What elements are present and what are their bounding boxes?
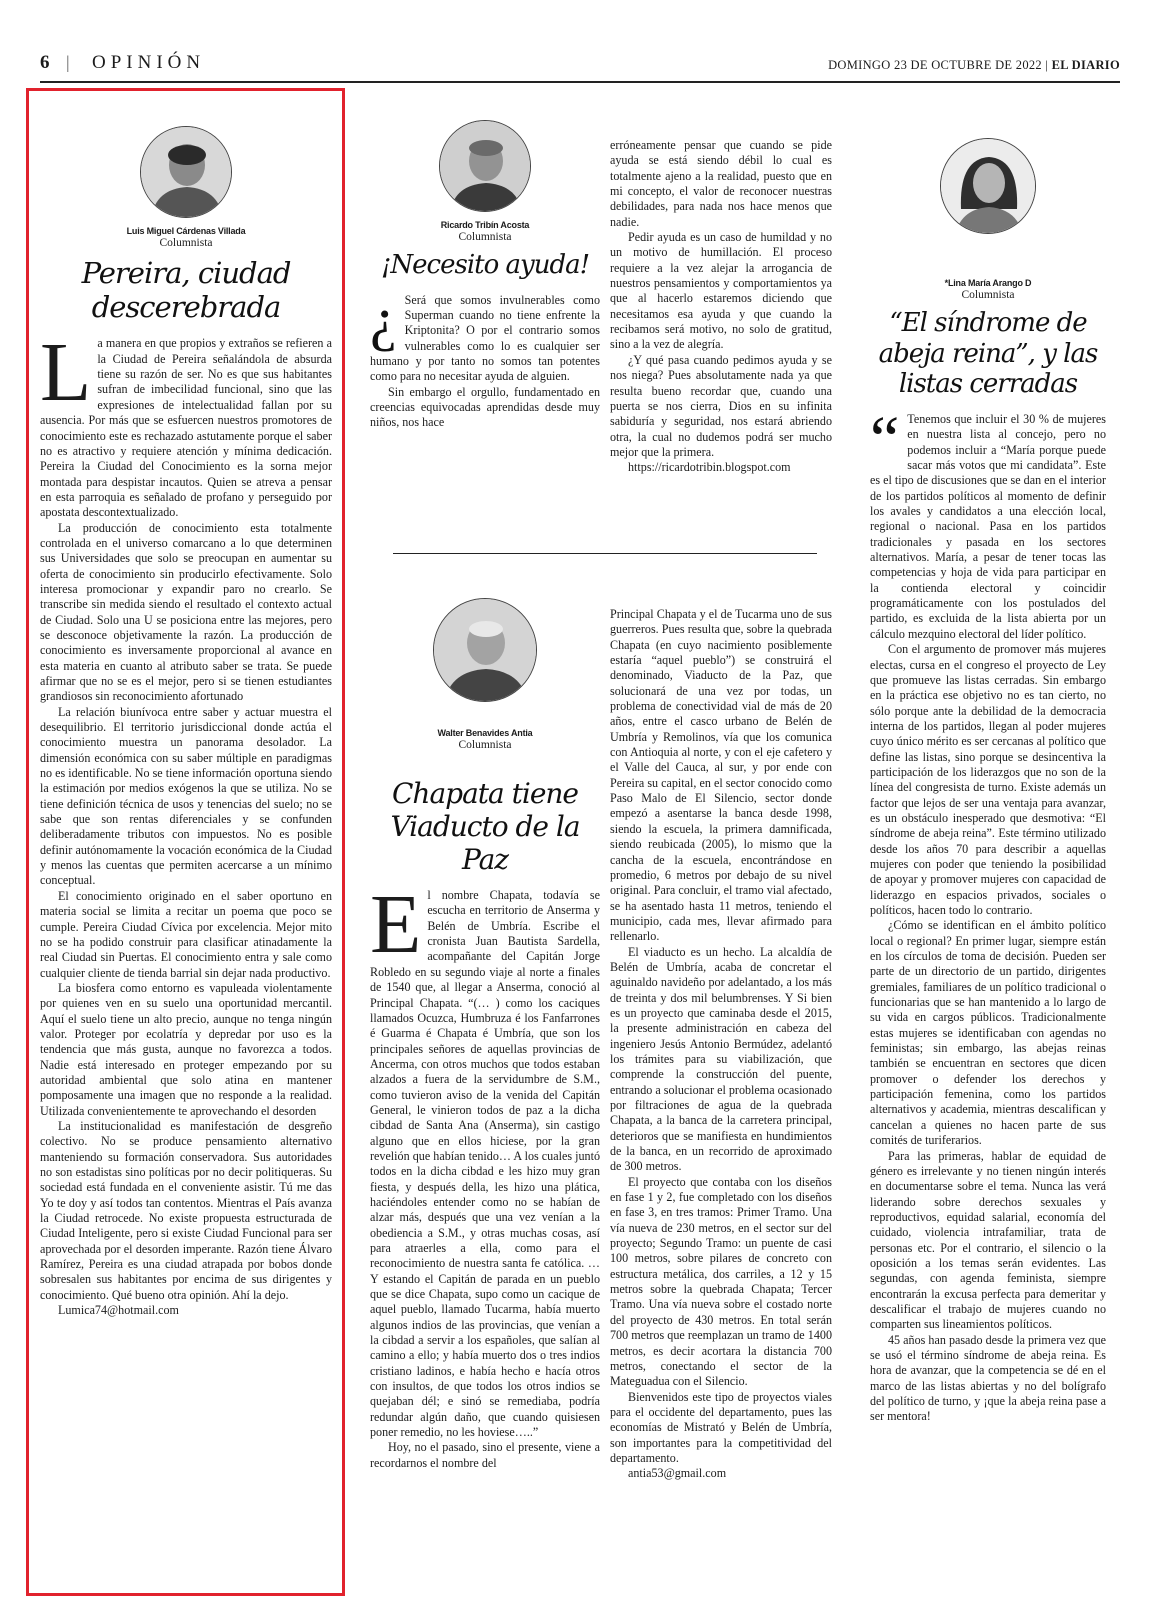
article-chapata [370, 598, 600, 1471]
paragraph: El viaducto es un hecho. La alcaldía de Belén de Umbría, acaba de concretar el aguinaldo navideño por adelantado, a los más de treinta y dos mil belumbrenses. Y Si bien es un proyecto que caminaba desde el 2015, la presente administración en cabeza del ingeniero Jesús Antonio Bermúdez, adelantó los trámites para su viabilización, que comprende la construcción del puente, entrando a solucionar el problema ocasionado por filtraciones de agua de la quebrada Chapata, a la banca de la carretera principal, deterioros que se manifiesta en hundimientos de la banca, en un recorrido de aproximado de 300 metros. [610, 944, 832, 1174]
author-name: Luis Miguel Cárdenas Villada [126, 226, 246, 236]
header-rule [40, 81, 1120, 83]
drop-cap: L [40, 326, 92, 420]
drop-cap: ¿ [370, 285, 397, 352]
paragraph: 45 años han pasado desde la primera vez que se usó el término síndrome de abeja reina. Es hora de avanzar, que la competencia se dé en el marco de las listas abiertas y no del bolígrafo del político de turno, y ¡que la abeja reina pase a ser mentora! [870, 1332, 1106, 1424]
article-body [40, 326, 332, 1318]
article-necesito-ayuda-cont [610, 138, 832, 476]
author-role: Columnista [159, 237, 213, 249]
paragraph: La biosfera como entorno es vapuleada violentamente por quienes ven en su suelo una oportunidad mercantil. Aquí el suelo tiene un alto precio, aunque no tenga ningún valor. Proteger por ecolatría y depredar por uso es la tendencia que más gusta, aunque no favorezca a todos. Nadie está interesado en proteger empezando por su autoridad ambiental que solo atina en mantener pomposamente una imagen que no responde a la realidad. Utilizada convenientemente te aprovechando el desorden [40, 980, 332, 1118]
article-body [610, 138, 832, 476]
author-role: Columnista [458, 739, 512, 751]
article-chapata-cont [610, 607, 832, 1482]
article-title: ¡Necesito ayuda! [380, 250, 590, 280]
author-name: Walter Benavides Antia [437, 728, 533, 738]
paragraph: a manera en que propios y extraños se refieren a la Ciudad de Pereira señalándola de absurda tiene su razón de ser. No es que sus habitantes sufran de imbecilidad funcional, sino que las expresiones de intelectualidad fallan por su ausencia. Por más que se esfuercen nuestros promotores de conocimiento este es rechazado astutamente porque el saber no es atractivo y requiere atención y mínima dedicación. Pereira la Ciudad del Conocimiento es la sorna mejor montada para despistar incautos. Quien se atreva a pensar en esta parroquia es señalado de profano y perseguido por apostata descontextualizado. [40, 336, 332, 520]
paragraph: erróneamente pensar que cuando se pide ayuda se está siendo débil lo cual es totalmente ajeno a la realidad, puesto que en mi concepto, el valor de reconocer nuestras debilidades, para nada nos hace menos que nadie. [610, 138, 832, 229]
quote-mark: “ [870, 403, 900, 477]
paragraph: La producción de conocimiento esta totalmente controlada en el universo comarcano a lo que determinen sus Universidades que solo se preocupan en aumentar su oferta de conocimiento sin producirlo efectivamente. Solo interesa promocionar y expandir paro no crearlo. Se transcribe sin medida siendo el resultado el contexto actual de Ciudad. Solo una U se posiciona entre las mejores, pero se desconoce objetivamente la razón. La producción de conocimiento es inversamente proporcional al avance en esta materia en cuanto al atributo saber se trata. Se puede afirmar que no se es el mejor, pero si se tienen estudiantes grandiosos sin reconocimiento afortunado [40, 520, 332, 704]
paragraph: Principal Chapata y el de Tucarma uno de sus guerreros. Pues resulta que, sobre la quebrada Chapata (en cuyo nacimiento posiblemente estaría “aquel pueblo”) se construirá el denominado, Viaducto de la Paz, que solucionará de una vez por todas, un problema de conectividad vial de más de 20 años, entre el casco urbano de Belén de Umbría y Remolinos, vía que los comunica con Antioquia al norte, y con el eje cafetero y el Valle del Cauca, al sur, y por ende con Pereira su capital, en el sector conocido como Paso Malo de El Silencio, sector donde empezó a asentarse la banca desde 1998, siendo la escuela, la primera damnificada, siendo reubicada (2005), lo mismo que la cancha de la escuela, encontrándose en promedio, 6 metros por debajo de su nivel original. Para concluir, el tramo vial afectado, se ha asentado hasta 11 metros, teniendo el municipio, cada mes, llevar afirmado para rellenarlo. [610, 607, 832, 944]
article-pereira [40, 126, 332, 1318]
portrait-icon [439, 120, 531, 212]
paragraph: Con el argumento de promover más mujeres electas, cursa en el congreso el proyecto de Ley que promueve las listas cerradas. Sin embargo en la práctica ese objetivo no es tan cierto, no sólo porque ante la debilidad de la democracia interna de los partidos, llegan al poder mujeres cuyo único mérito es ser cercanas al político que define las listas, sino porque se desincentiva la participación de los liderazgos que no son de la línea del congresista de turno. Existe además un factor que lejos de ser una ventaja para avanzar, es un obstáculo inesperado que desmotiva: “El síndrome de abeja reina”. Este término utilizado desde los años 70 para describir a aquellas mujeres con poder que teniendo la posibilidad de apoyar y promover mujeres con capacidad de liderazgo en espacios privados, sociales o políticos, hacen todo lo contrario. [870, 642, 1106, 918]
paragraph: l nombre Chapata, todavía se escucha en territorio de Anserma y Belén de Umbría. Escribe el cronista Juan Bautista Sardella, acompañante del Capitán Jorge Robledo en su segundo viaje al norte a finales de 1540 que, al llegar a Anserma, conoció al Principal Chapata. “(… ) como los caciques llamados Ocuzca, Humbruza é los Fanfarrones é Guarma é Chapata é Umbría, que son los principales señores de aquellas provincias de Ancerma, con otros muchos que todos estaban alzados a fuera de la servidumbre de S.M., como tuvieron aviso de la venida del Capitán General, le vinieron todos de paz a la dicha cibdad de Santa Ana (Anserma), sin castigo alguno que en ellos hiciese, por la gran revelión que habían tenido… A los cuales juntó todos en la dicha cibdad e les hizo muy gran fiesta, y después della, les hizo una plática, haciéndoles entender como no se habían de alzar más, después que una vez venían a la obediencia a S.M., y otras muchas cosas, así para atraerles a ella, como para el reconocimiento de nuestra santa fe católica. … Y estando el Capitán de parada en un pueblo que se dice Chapata, supo como un cacique de aquel pueblo, llamado Tucarma, había muerto algunos indios de las provincias, que venían a la cibdad a servir a los españoles, que salían al camino a ello; y había muerto dos o tres indios cristiano ladinos, e había hecho e hacía otros con insultos, de que todos los otros indios se quejaban dél; e sinó se remediaba, podría redundar algún daño, que cuando quisiesen poner remedio, no les hoviese…..” [370, 888, 600, 1440]
blog-link[interactable]: https://ricardotribin.blogspot.com [628, 460, 791, 475]
author-email[interactable]: antia53@gmail.com [628, 1466, 727, 1481]
article-title: Chapata tiene Viaducto de la Paz [390, 777, 580, 877]
paragraph: Para las primeras, hablar de equidad de género es irrelevante y no tienen ningún interés en documentarse sobre el tema. Nunca las verá liderando sobre derechos sexuales y reproductivos, equidad salarial, economía del cuidado, violencia intrafamiliar, trata de personas etc. Por el contrario, el silencio o la oposición a los temas serán evidentes. Las segundas, con agenda feminista, siempre encontrarán la excusa perfecta para demeritar y descalificar el trabajo de mujeres cuando no comparten sus lineamientos políticos. [870, 1148, 1106, 1332]
article-body [370, 285, 600, 431]
paragraph: ¿Cómo se identifican en el ámbito político local o regional? En primer lugar, siempre están en los círculos de toma de decisión. Pueden ser parte de un directorio de un partido, dirigentes gremiales, familiares de un político tradicional o funcionarias que se han mantenido a lo largo de su vida en cargos públicos. Tradicionalmente estas mujeres se identificaban con agendas no feministas; sin embargo, las abejas reinas también se encuentran en sectores que dicen promover o defender los derechos y participación femenina, como los partidos alternativos y academia, mientras descalifican y cancelan a quienes no hacen parte de sus comités de turiferarios. [870, 918, 1106, 1148]
portrait-icon [140, 126, 232, 218]
newspaper-name: EL DIARIO [1051, 58, 1120, 72]
article-body [370, 878, 600, 1471]
drop-cap: E [370, 878, 422, 972]
paragraph: Tenemos que incluir el 30 % de mujeres en nuestra lista al concejo, pero no podemos incluir a “María porque puede sacar más votos que mi candidata”. Este es el tipo de discusiones que se dan en el interior de los partidos políticos al momento de definir los avales y candidatos a una elección local, regional o nacional. Pasa en los partidos tradicionales y pasada en los sectores alternativos. María, a pesar de tener tocas las competencias y hoja de vida para participar en la contienda electoral y coincidir programáticamente con los postulados del partido, es excluida de la lista abierta por un cálculo mezquino electoral del líder político. [870, 412, 1106, 641]
page-header [40, 52, 1120, 82]
paragraph: La institucionalidad es manifestación de desgreño colectivo. No se produce pensamiento alternativo manteniendo su formación conservadora. Sus autoridades no son estadistas sino políticas por no decir politiqueras. Su sociedad está fundada en el conveniente asistir. Tú me das Yo te doy y así todos tan contentos. Mientras el País avanza la Ciudad retrocede. No existe propuesta estructurada de Ciudad Inteligente, pero si existe Ciudad Funcional para ser aprovechada por el desorden imperante. Razón tiene Álvaro Ramírez, Pereira es una ciudad atrapada por bobos donde sobresalen sus habitantes por encima de sus dirigentes y conocimiento. Qué bueno otra opinión. Ahí la dejo. [40, 1118, 332, 1302]
portrait-icon [433, 598, 537, 702]
page-number: 6 [40, 52, 50, 73]
paragraph: La relación biunívoca entre saber y actuar muestra el desequilibrio. El territorio jurisdiccional donde actúa el conocimiento muestra un panorama desolador. La dimensión económica con su saber múltiple en paradigmas no es identificable. No se tiene información oportuna siendo la estimación por medios exógenos la que se utiliza. No se tiene definición técnica de usos y tenencias del suelo; no se sabe que son rentas diferenciales y se confunden deliberadamente tributos con impuestos. No es posible definir autónomamente la vocación económica de la Ciudad y menos las cuentas que permiten acercarse a un mínimo conceptual. [40, 704, 332, 888]
header-date [828, 58, 1120, 73]
paragraph: Sin embargo el orgullo, fundamentado en creencias equivocadas aprendidas desde muy niños, nos hace [370, 384, 600, 430]
paragraph: Será que somos invulnerables como Superman cuando no tiene enfrente la Kriptonita? O por el contrario somos vulnerables como lo es cualquier ser humano y por tanto no somos tan potentes como para no necesitar ayuda de alguien. [370, 292, 600, 384]
article-body [870, 403, 1106, 1425]
header-separator: | [66, 52, 70, 72]
paragraph: ¿Y qué pasa cuando pedimos ayuda y se nos niega? Pues absolutamente nada ya que resulta bueno recordar que, cuando una puerta se nos cierra, Dios en su infinita sabiduría y seguridad, nos estará abriendo otra, la cual no dudemos podrá ser mucho mejor que la primera. [610, 352, 832, 459]
paragraph: Bienvenidos este tipo de proyectos viales para el occidente del departamento, pues las economías de Mistrató y Belén de Umbría, son importantes para la competitividad del departamento. [610, 1389, 832, 1465]
author-role: Columnista [458, 231, 512, 243]
article-title: “El síndrome de abeja reina”, y las listas cerradas [878, 308, 1098, 400]
article-divider [393, 553, 817, 554]
author-email[interactable]: Lumica74@hotmail.com [58, 1303, 179, 1318]
author-role: Columnista [961, 289, 1015, 301]
article-body [610, 607, 832, 1482]
portrait-icon [940, 138, 1036, 234]
article-title: Pereira, ciudad descerebrada [81, 256, 291, 325]
issue-date: DOMINGO 23 DE OCTUBRE DE 2022 | [828, 58, 1049, 72]
article-necesito-ayuda [370, 120, 600, 431]
paragraph: Pedir ayuda es un caso de humildad y no un motivo de humillación. El proceso requiere a la vez alejar la arrogancia de nuestros pensamientos y comportamientos ya que al hacerlo estaremos diciendo que necesitamos esa ayuda y que cuando la recibamos será motivo, no solo de gratitud, sino a la vez de alegría. [610, 230, 832, 352]
article-abeja-reina [870, 138, 1106, 1425]
paragraph: El conocimiento originado en el saber oportuno en materia social se limita a recitar un poema que poco se cumple. Pereira Ciudad Cívica por excelencia. Mejor mito no se ha podido construir para clasificar atinadamente la real Ciudad sin Puertas. El conocimiento entra y sale como cualquier cliente de tienda barrial sin dejar nada productivo. [40, 888, 332, 980]
paragraph: El proyecto que contaba con los diseños en fase 1 y 2, fue completado con los diseños en fase 3, en tres tramos: Primer Tramo. Una vía nueva de 230 metros, en el sector sur del proyecto; Segundo Tramo: un puente de casi 100 metros, sobre pilares de concreto con estructura metálica, dos carriles, a 12 y 15 metros sobre la quebrada Chapata; Tercer Tramo. Una vía nueva sobre el costado norte del proyecto de 430 metros. En total serán 700 metros que reemplazan un tramo de 1400 metros, es decir acortara la distancia 700 metros, conectando el sector de la Mateguadua con el Silencio. [610, 1174, 832, 1389]
paragraph: Hoy, no el pasado, sino el presente, viene a recordarnos el nombre del [370, 1440, 600, 1470]
author-name: *Lina María Arango D [944, 278, 1032, 288]
author-name: Ricardo Tribín Acosta [440, 220, 530, 230]
section-name: OPINIÓN [92, 52, 206, 73]
